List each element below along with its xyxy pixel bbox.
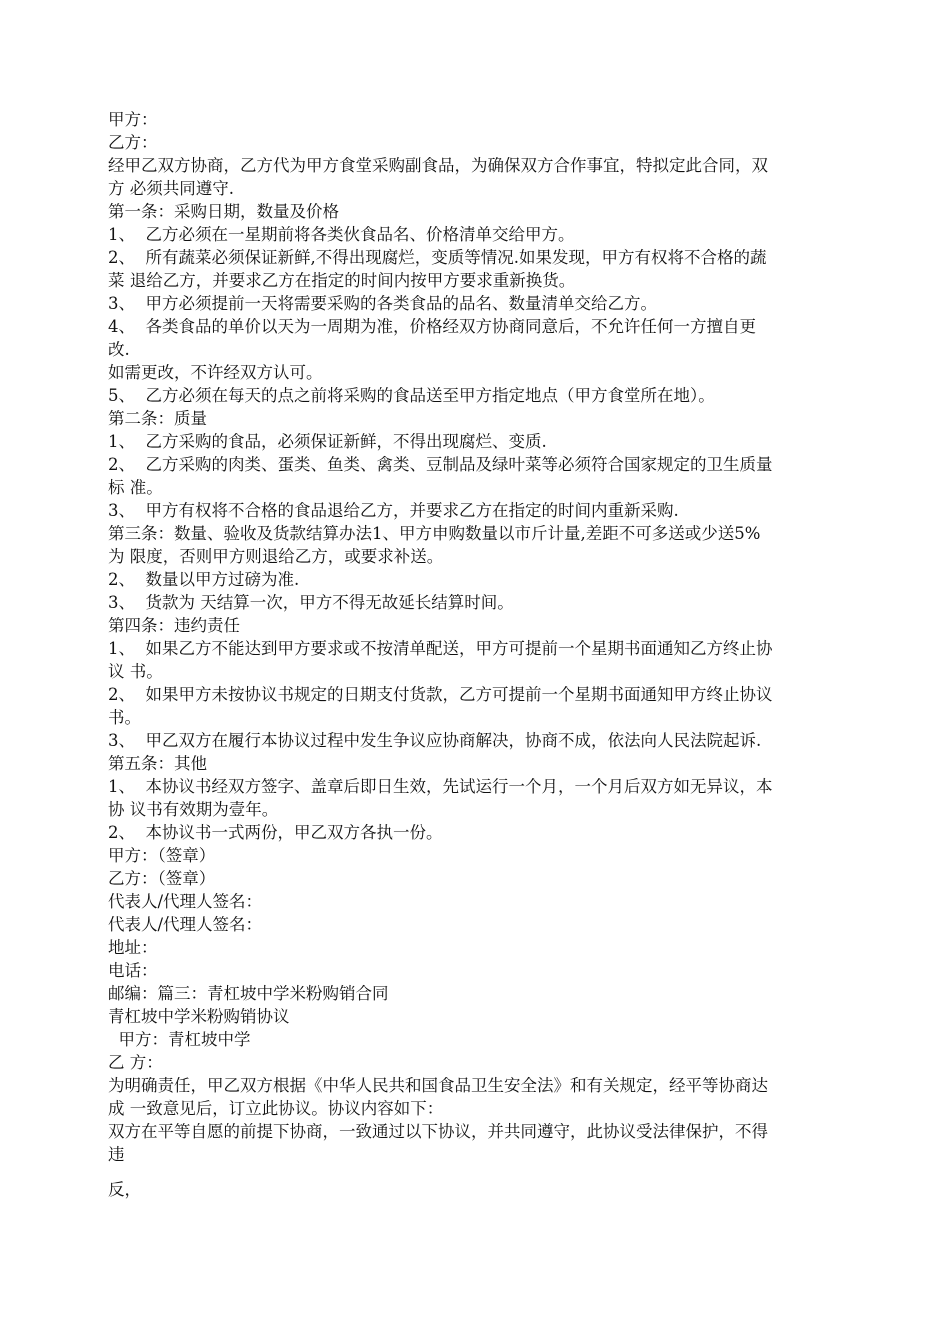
article-4-heading: 第四条：违约责任 — [108, 616, 240, 635]
party-a-seal: 甲方：（签章） — [108, 846, 216, 865]
article-1-item-2-cont: 菜 退给乙方，并要求乙方在指定的时间内按甲方要求重新换货。 — [108, 271, 576, 290]
agreement-2-party-a: 甲方：青杠坡中学 — [108, 1030, 251, 1049]
agreement-2-party-b: 乙 方： — [108, 1053, 163, 1072]
phone-label: 电话： — [108, 961, 158, 980]
agreement-2-intro-2: 成 一致意见后，订立此协议。协议内容如下： — [108, 1099, 444, 1118]
article-5-item-2: 2、 本协议书一式两份，甲乙双方各执一份。 — [108, 823, 443, 842]
article-1-item-5: 5、 乙方必须在每天的点之前将采购的食品送至甲方指定地点（甲方食堂所在地）。 — [108, 386, 715, 405]
agreement-2-intro-1: 为明确责任，甲乙双方根据《中华人民共和国食品卫生安全法》和有关规定，经平等协商达 — [108, 1076, 768, 1095]
article-5-item-1: 1、 本协议书经双方签字、盖章后即日生效，先试运行一个月，一个月后双方如无异议，本 — [108, 777, 773, 796]
article-1-note: 如需更改，不许经双方认可。 — [108, 363, 323, 382]
article-1-item-4: 4、 各类食品的单价以天为一周期为准，价格经双方协商同意后，不允许任何一方擅自更 — [108, 317, 756, 336]
article-5-item-1-cont: 协 议书有效期为壹年。 — [108, 800, 279, 819]
article-1-heading: 第一条：采购日期，数量及价格 — [108, 202, 339, 221]
postcode-label: 邮编：篇三：青杠坡中学米粉购销合同 — [108, 984, 389, 1003]
article-3-item-3: 3、 货款为 天结算一次，甲方不得无故延长结算时间。 — [108, 593, 514, 612]
article-1-item-4-cont: 改. — [108, 340, 130, 359]
article-1-item-3: 3、 甲方必须提前一天将需要采购的各类食品的品名、数量清单交给乙方。 — [108, 294, 657, 313]
address-label: 地址： — [108, 938, 158, 957]
article-1-item-2: 2、 所有蔬菜必须保证新鲜,不得出现腐烂，变质等情况.如果发现，甲方有权将不合格的蔬 — [108, 248, 767, 267]
representative-sign-1: 代表人/代理人签名： — [108, 892, 263, 911]
document-page — [108, 108, 844, 1201]
article-4-item-1: 1、 如果乙方不能达到甲方要求或不按清单配送，甲方可提前一个星期书面通知乙方终止协 — [108, 639, 773, 658]
article-4-item-3: 3、 甲乙双方在履行本协议过程中发生争议应协商解决，协商不成，依法向人民法院起诉. — [108, 731, 762, 750]
intro-line-1: 经甲乙双方协商，乙方代为甲方食堂采购副食品，为确保双方合作事宜，特拟定此合同，双 — [108, 156, 768, 175]
agreement-2-title: 青杠坡中学米粉购销协议 — [108, 1007, 290, 1026]
article-3-item-2: 2、 数量以甲方过磅为准. — [108, 570, 300, 589]
agreement-2-body-1: 双方在平等自愿的前提下协商，一致通过以下协议，并共同遵守，此协议受法律保护，不得 — [108, 1122, 768, 1141]
representative-sign-2: 代表人/代理人签名： — [108, 915, 263, 934]
article-3-heading-cont: 为 限度，否则甲方则退给乙方，或要求补送。 — [108, 547, 444, 566]
intro-line-2: 方 必须共同遵守. — [108, 179, 234, 198]
article-4-item-2-cont: 书。 — [108, 708, 141, 727]
article-2-item-3: 3、 甲方有权将不合格的食品退给乙方，并要求乙方在指定的时间内重新采购. — [108, 501, 679, 520]
party-a-label: 甲方： — [108, 110, 158, 129]
article-2-item-1: 1、 乙方采购的食品，必须保证新鲜，不得出现腐烂、变质. — [108, 432, 547, 451]
article-2-item-2-cont: 标 准。 — [108, 478, 163, 497]
article-2-heading: 第二条：质量 — [108, 409, 207, 428]
article-5-heading: 第五条：其他 — [108, 754, 207, 773]
party-b-label: 乙方： — [108, 133, 158, 152]
agreement-2-body-2: 违 — [108, 1145, 125, 1164]
article-1-item-1: 1、 乙方必须在一星期前将各类伙食品名、价格清单交给甲方。 — [108, 225, 575, 244]
article-2-item-2: 2、 乙方采购的肉类、蛋类、鱼类、禽类、豆制品及绿叶菜等必须符合国家规定的卫生质量 — [108, 455, 773, 474]
line-gap — [108, 1166, 844, 1178]
agreement-2-body-3: 反， — [108, 1180, 141, 1199]
article-4-item-1-cont: 议 书。 — [108, 662, 163, 681]
party-b-seal: 乙方：（签章） — [108, 869, 216, 888]
article-4-item-2: 2、 如果甲方未按协议书规定的日期支付货款，乙方可提前一个星期书面通知甲方终止协议 — [108, 685, 773, 704]
article-3-heading: 第三条：数量、验收及货款结算办法1、甲方申购数量以市斤计量,差距不可多送或少送5% — [108, 524, 761, 543]
